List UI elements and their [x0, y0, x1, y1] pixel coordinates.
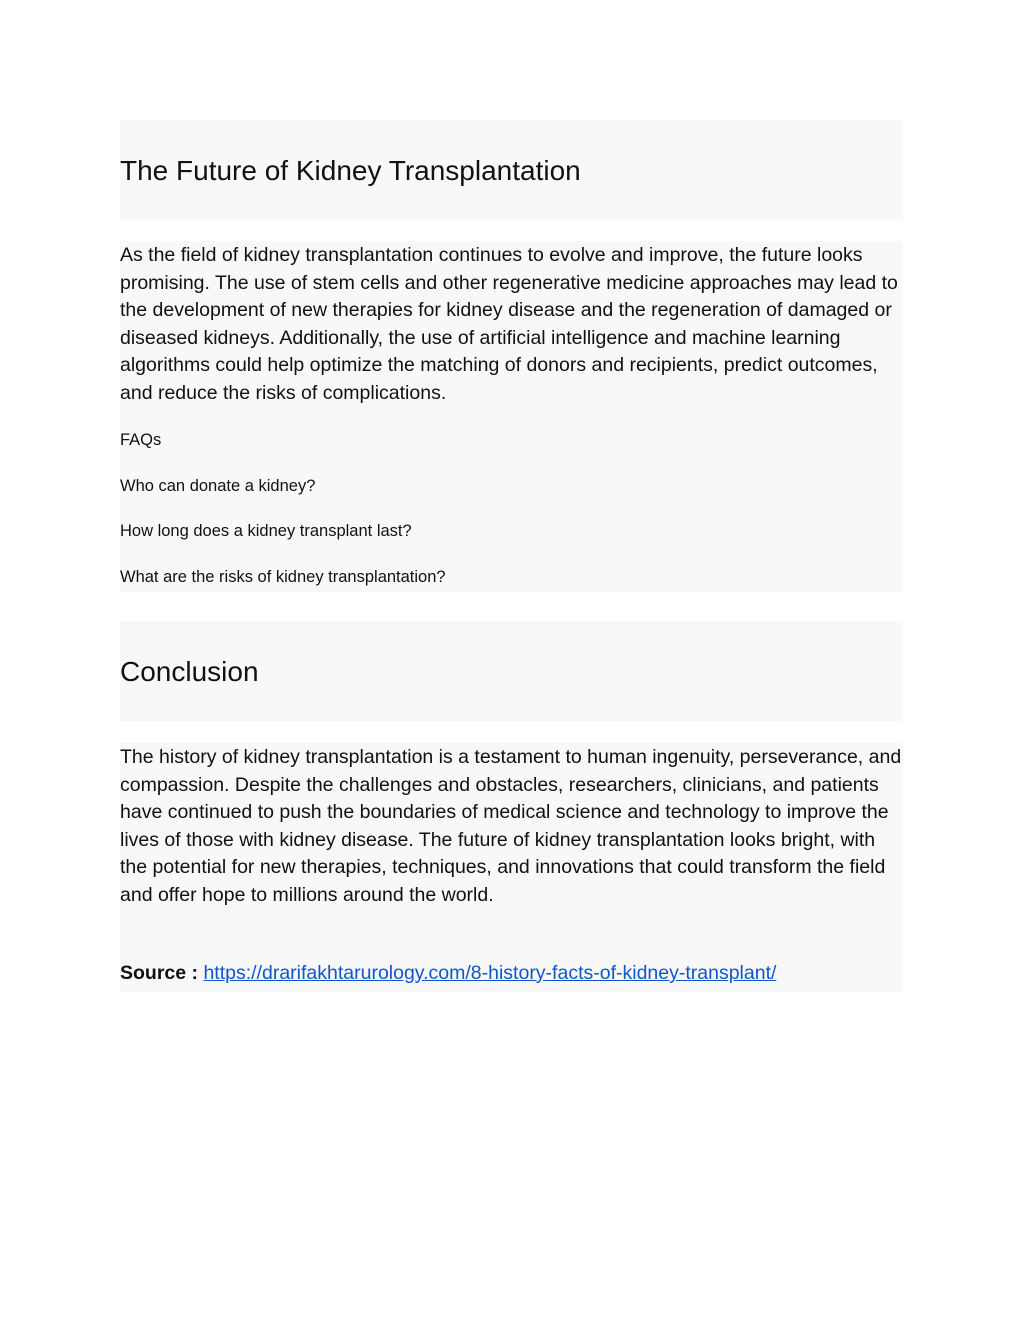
future-body-block: [120, 241, 903, 592]
faq-item: How long does a kidney transplant last?: [120, 522, 412, 540]
conclusion-paragraph: The history of kidney transplantation is a testament to human ingenuity, perseverance, and compassion. Despite the challenges and obstacles, researchers, clinicians, and patients have continued to push the boundaries of medical science and technology to improve the lives of those with kidney disease. The future of kidney transplantation looks bright, with the potential for new therapies, techniques, and innovations that could transform the field and offer hope to millions around the world.: [120, 746, 902, 906]
source-link[interactable]: https://drarifakhtarurology.com/8-history-facts-of-kidney-transplant/: [203, 962, 777, 984]
faq-item: Who can donate a kidney?: [120, 477, 316, 495]
conclusion-heading: Conclusion: [120, 656, 259, 687]
conclusion-heading-block: [120, 621, 903, 721]
future-paragraph: As the field of kidney transplantation continues to evolve and improve, the future looks promising. The use of stem cells and other regenerative medicine approaches may lead to the development of new therapies for kidney disease and the regeneration of damaged or diseased kidneys. Additionally, the use of artificial intelligence and machine learning algorithms could help optimize the matching of donors and recipients, predict outcomes, and reduce the risks of complications.: [120, 244, 898, 404]
faq-title: FAQs: [120, 431, 162, 449]
source-label: Source :: [120, 962, 199, 984]
future-heading-block: [120, 120, 903, 220]
source-line: [120, 960, 776, 986]
faq-item: What are the risks of kidney transplantation?: [120, 568, 446, 586]
future-heading: The Future of Kidney Transplantation: [120, 155, 581, 186]
conclusion-body-block: [120, 743, 903, 992]
